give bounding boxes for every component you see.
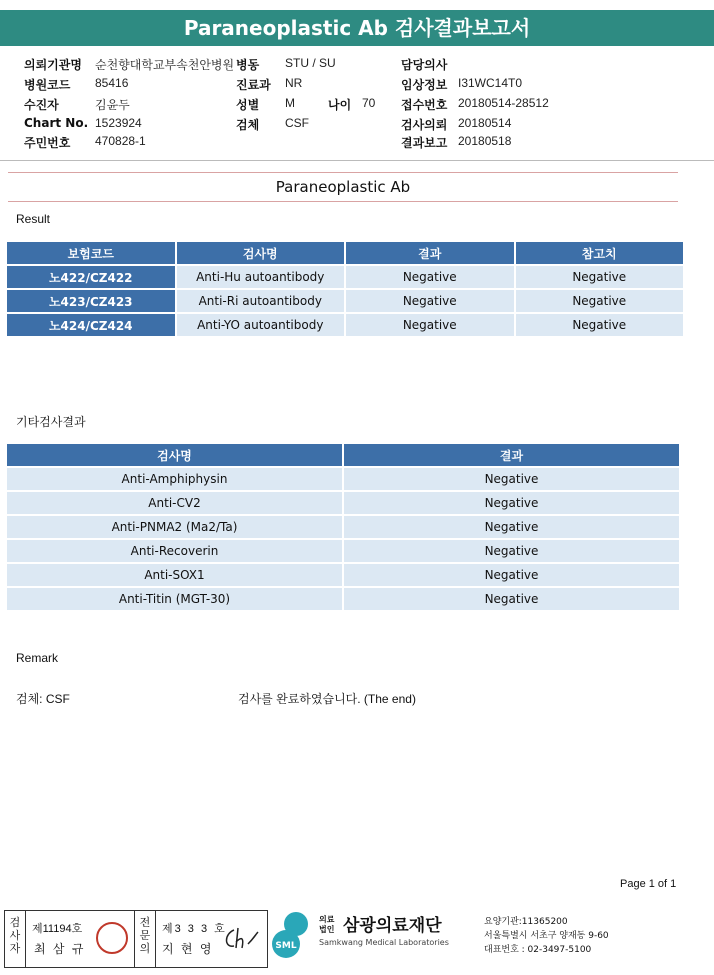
result-table xyxy=(5,240,685,338)
result-value: Negative xyxy=(344,468,679,490)
page-number: Page 1 of 1 xyxy=(620,878,677,890)
org-prefix-1: 의료 xyxy=(319,915,335,924)
table-row xyxy=(7,468,679,490)
section-title: Paraneoplastic Ab xyxy=(275,178,411,196)
age-value: 70 xyxy=(362,96,376,110)
reference-value: Negative xyxy=(516,266,684,288)
insurance-code: 노423/CZ423 xyxy=(7,290,175,312)
header-divider xyxy=(0,160,714,161)
org-name: 삼광의료재단 xyxy=(343,916,442,936)
remark-heading: Remark xyxy=(16,651,59,665)
table-row xyxy=(7,266,683,288)
result-value: Negative xyxy=(344,564,679,586)
org-prefix-2: 법인 xyxy=(319,925,335,934)
signature-icon xyxy=(222,924,262,954)
receipt-label: 접수번호 xyxy=(401,98,448,112)
org-english-name: Samkwang Medical Laboratories xyxy=(319,938,449,947)
institution-value: 순천향대학교부속천안병원 xyxy=(95,58,235,72)
request-label: 검사의뢰 xyxy=(401,118,448,132)
section-rule-top xyxy=(8,172,678,173)
remark-note: 검사를 완료하였습니다. (The end) xyxy=(238,692,416,706)
sml-logo-icon xyxy=(270,910,316,960)
receipt-value: 20180514-28512 xyxy=(458,96,549,110)
result-value: Negative xyxy=(344,540,679,562)
specimen-value: CSF xyxy=(285,116,309,130)
table-row xyxy=(7,492,679,514)
chart-value: 1523924 xyxy=(95,116,142,130)
reference-value: Negative xyxy=(516,314,684,336)
patient-value: 김윤두 xyxy=(95,98,130,112)
id-label: 주민번호 xyxy=(24,136,71,150)
table-row xyxy=(7,540,679,562)
result-value: Negative xyxy=(346,266,514,288)
examiner-name: 최 삼 규 xyxy=(34,942,86,956)
result-heading: Result xyxy=(16,212,51,226)
chart-label: Chart No. xyxy=(24,116,89,130)
report-title: Paraneoplastic Ab 검사결과보고서 xyxy=(0,10,714,46)
org-prefix xyxy=(319,915,334,935)
other-results-heading: 기타검사결과 xyxy=(16,415,86,429)
sex-label: 성별 xyxy=(236,98,260,112)
age-label: 나이 xyxy=(328,98,352,112)
dept-label: 진료과 xyxy=(236,78,271,92)
report-date-label: 결과보고 xyxy=(401,136,448,150)
col-test-name: 검사명 xyxy=(7,444,342,466)
table-row xyxy=(7,314,683,336)
org-address: 서울특별시 서초구 양재동 9-60 xyxy=(484,931,609,941)
id-value: 470828-1 xyxy=(95,134,146,148)
test-name: Anti-Ri autoantibody xyxy=(177,290,345,312)
col-result: 결과 xyxy=(346,242,514,264)
insurance-code: 노422/CZ422 xyxy=(7,266,175,288)
test-name: Anti-YO autoantibody xyxy=(177,314,345,336)
ward-value: STU / SU xyxy=(285,56,336,70)
result-value: Negative xyxy=(344,588,679,610)
reference-value: Negative xyxy=(516,290,684,312)
clinical-value: I31WC14T0 xyxy=(458,76,523,90)
test-name: Anti-Amphiphysin xyxy=(7,468,342,490)
examiner-label: 검사자 xyxy=(9,916,21,955)
col-test-name: 검사명 xyxy=(177,242,345,264)
specialist-name: 지 현 영 xyxy=(162,942,214,956)
request-value: 20180514 xyxy=(458,116,512,130)
test-name: Anti-PNMA2 (Ma2/Ta) xyxy=(7,516,342,538)
footer xyxy=(0,908,714,975)
examiner-no: 제11194호 xyxy=(32,923,83,935)
insurance-code: 노424/CZ424 xyxy=(7,314,175,336)
specialist-label: 전문의 xyxy=(139,916,151,955)
doctor-label: 담당의사 xyxy=(401,58,448,72)
table-row xyxy=(7,290,683,312)
org-code: 요양기관:11365200 xyxy=(484,917,568,927)
test-name: Anti-Recoverin xyxy=(7,540,342,562)
other-header-row xyxy=(7,444,679,466)
org-phone: 대표번호 : 02-3497-5100 xyxy=(484,945,592,955)
sex-value: M xyxy=(285,96,295,110)
result-value: Negative xyxy=(344,516,679,538)
specialist-no: 제3 3 3 호 xyxy=(162,923,227,935)
hospital-code-value: 85416 xyxy=(95,76,129,90)
clinical-label: 임상정보 xyxy=(401,78,448,92)
ward-label: 병동 xyxy=(236,58,260,72)
report-date-value: 20180518 xyxy=(458,134,512,148)
other-results-table xyxy=(5,442,681,612)
result-header-row xyxy=(7,242,683,264)
table-row xyxy=(7,588,679,610)
table-row xyxy=(7,564,679,586)
dept-value: NR xyxy=(285,76,303,90)
col-insurance-code: 보험코드 xyxy=(7,242,175,264)
examiner-seal-icon xyxy=(96,922,128,954)
test-name: Anti-SOX1 xyxy=(7,564,342,586)
test-name: Anti-Titin (MGT-30) xyxy=(7,588,342,610)
col-reference: 참고치 xyxy=(516,242,684,264)
patient-label: 수진자 xyxy=(24,98,59,112)
table-row xyxy=(7,516,679,538)
remark-specimen: 검체: CSF xyxy=(16,692,70,706)
logo-text: SML xyxy=(275,941,297,951)
test-name: Anti-CV2 xyxy=(7,492,342,514)
hospital-code-label: 병원코드 xyxy=(24,78,71,92)
section-rule-bottom xyxy=(8,201,678,202)
result-value: Negative xyxy=(346,314,514,336)
col-result: 결과 xyxy=(344,444,679,466)
specimen-label: 검체 xyxy=(236,118,260,132)
test-name: Anti-Hu autoantibody xyxy=(177,266,345,288)
institution-label: 의뢰기관명 xyxy=(24,58,82,72)
result-value: Negative xyxy=(346,290,514,312)
result-value: Negative xyxy=(344,492,679,514)
